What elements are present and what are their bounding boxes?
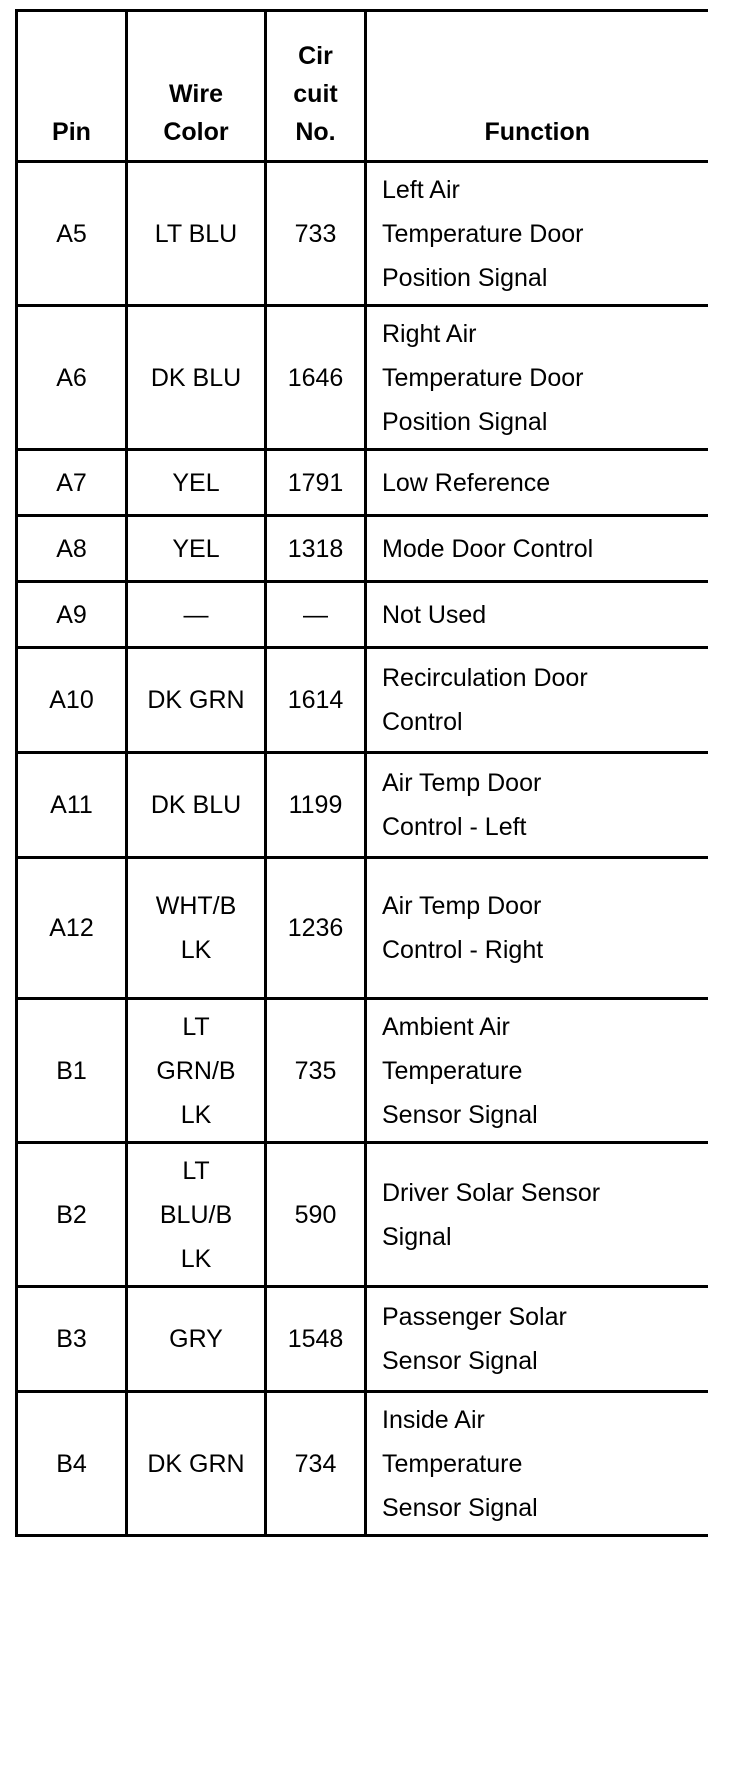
wire-color-line: YEL [172,534,220,563]
wire-color-line: LK [180,936,212,964]
cell-function [366,1392,708,1536]
cell-pin: A11 [17,753,127,858]
cell-circuit-number: 590 [266,1143,366,1287]
cell-circuit-number: 735 [266,999,366,1143]
cell-circuit-number: 1236 [266,858,366,999]
header-wire-color-line-2: Color [163,118,229,146]
cell-wire-color [127,162,266,306]
table-row [17,648,708,753]
cell-function [366,162,708,306]
function-line: Control - Left [382,813,527,841]
cell-pin: B4 [17,1392,127,1536]
table-header [17,11,708,162]
wire-color-line: GRN/B [156,1056,236,1085]
header-function [366,11,708,162]
function-line: Control [382,708,463,736]
function-line: Mode Door Control [382,534,594,563]
function-line: Not Used [382,600,487,629]
wire-color-line: BLU/B [159,1200,233,1229]
wire-color-line: LK [180,1244,212,1273]
connector-pinout-table [15,9,708,1537]
cell-wire-color [127,1143,266,1287]
cell-pin: A8 [17,516,127,582]
cell-wire-color [127,582,266,648]
table-row [17,162,708,306]
cell-pin: A10 [17,648,127,753]
function-line: Position Signal [382,407,548,436]
cell-wire-color [127,516,266,582]
header-circuit-line-2: cuit [293,80,338,108]
header-function-text: Function [484,118,591,146]
header-row [17,11,708,162]
function-line: Position Signal [382,263,548,292]
cell-pin: A9 [17,582,127,648]
function-line: Sensor Signal [382,1100,538,1129]
table-row [17,1143,708,1287]
cell-function [366,999,708,1143]
cell-circuit-number: 733 [266,162,366,306]
cell-circuit-number: 1614 [266,648,366,753]
cell-function [366,648,708,753]
cell-function [366,753,708,858]
header-circuit-line-3: No. [295,118,336,146]
header-wire-color-line-1: Wire [169,80,223,108]
header-pin-text: Pin [52,118,91,146]
wire-color-line: LK [180,1100,212,1129]
connector-pinout-table-wrapper [15,9,708,1537]
cell-function [366,450,708,516]
cell-function [366,516,708,582]
table-row [17,1287,708,1392]
table-row [17,516,708,582]
wire-color-line: DK BLU [150,363,242,392]
function-line: Signal [382,1222,452,1251]
function-line: Right Air [382,319,477,348]
function-line: Ambient Air [382,1012,510,1041]
cell-wire-color [127,648,266,753]
function-line: Air Temp Door [382,769,542,797]
function-line: Temperature Door [382,363,584,392]
cell-circuit-number: 1646 [266,306,366,450]
header-wire-color [127,11,266,162]
cell-wire-color [127,450,266,516]
cell-wire-color [127,858,266,999]
cell-function [366,858,708,999]
table-row [17,582,708,648]
function-line: Left Air [382,175,460,204]
wire-color-line: LT [182,1012,210,1041]
cell-function [366,582,708,648]
cell-circuit-number: 734 [266,1392,366,1536]
cell-wire-color [127,306,266,450]
table-row [17,858,708,999]
function-line: Temperature [382,1449,523,1478]
wire-color-line: DK BLU [150,791,242,819]
cell-function [366,306,708,450]
function-line: Recirculation Door [382,664,588,692]
table-row [17,753,708,858]
cell-pin: A5 [17,162,127,306]
wire-color-line: YEL [172,468,220,497]
function-line: Temperature Door [382,219,584,248]
wire-color-line: GRY [169,1325,223,1353]
function-line: Sensor Signal [382,1493,538,1522]
wire-color-line: DK GRN [147,686,245,714]
cell-pin: B3 [17,1287,127,1392]
function-line: Passenger Solar [382,1303,567,1331]
cell-function [366,1143,708,1287]
wire-color-line: LT [182,1156,210,1185]
table-body [17,162,708,1536]
cell-pin: B1 [17,999,127,1143]
cell-wire-color [127,999,266,1143]
cell-wire-color [127,1287,266,1392]
cell-pin: A7 [17,450,127,516]
table-row [17,1392,708,1536]
function-line: Control - Right [382,936,544,964]
table-row [17,450,708,516]
header-circuit-line-1: Cir [298,42,333,70]
function-line: Sensor Signal [382,1347,538,1375]
wire-color-line: LT BLU [154,219,238,248]
function-line: Inside Air [382,1405,485,1434]
cell-circuit-number: 1318 [266,516,366,582]
cell-pin: A12 [17,858,127,999]
header-pin [17,11,127,162]
cell-circuit-number: 1791 [266,450,366,516]
cell-wire-color [127,1392,266,1536]
cell-pin: B2 [17,1143,127,1287]
cell-pin: A6 [17,306,127,450]
header-circuit-number [266,11,366,162]
wire-color-line: WHT/B [155,892,237,920]
cell-wire-color [127,753,266,858]
cell-function [366,1287,708,1392]
cell-circuit-number: 1199 [266,753,366,858]
function-line: Driver Solar Sensor [382,1178,601,1207]
wire-color-line: DK GRN [147,1449,245,1478]
cell-circuit-number: — [266,582,366,648]
table-row [17,306,708,450]
table-row [17,999,708,1143]
function-line: Temperature [382,1056,523,1085]
function-line: Low Reference [382,468,551,497]
wire-color-line: — [183,600,209,629]
cell-circuit-number: 1548 [266,1287,366,1392]
function-line: Air Temp Door [382,892,542,920]
